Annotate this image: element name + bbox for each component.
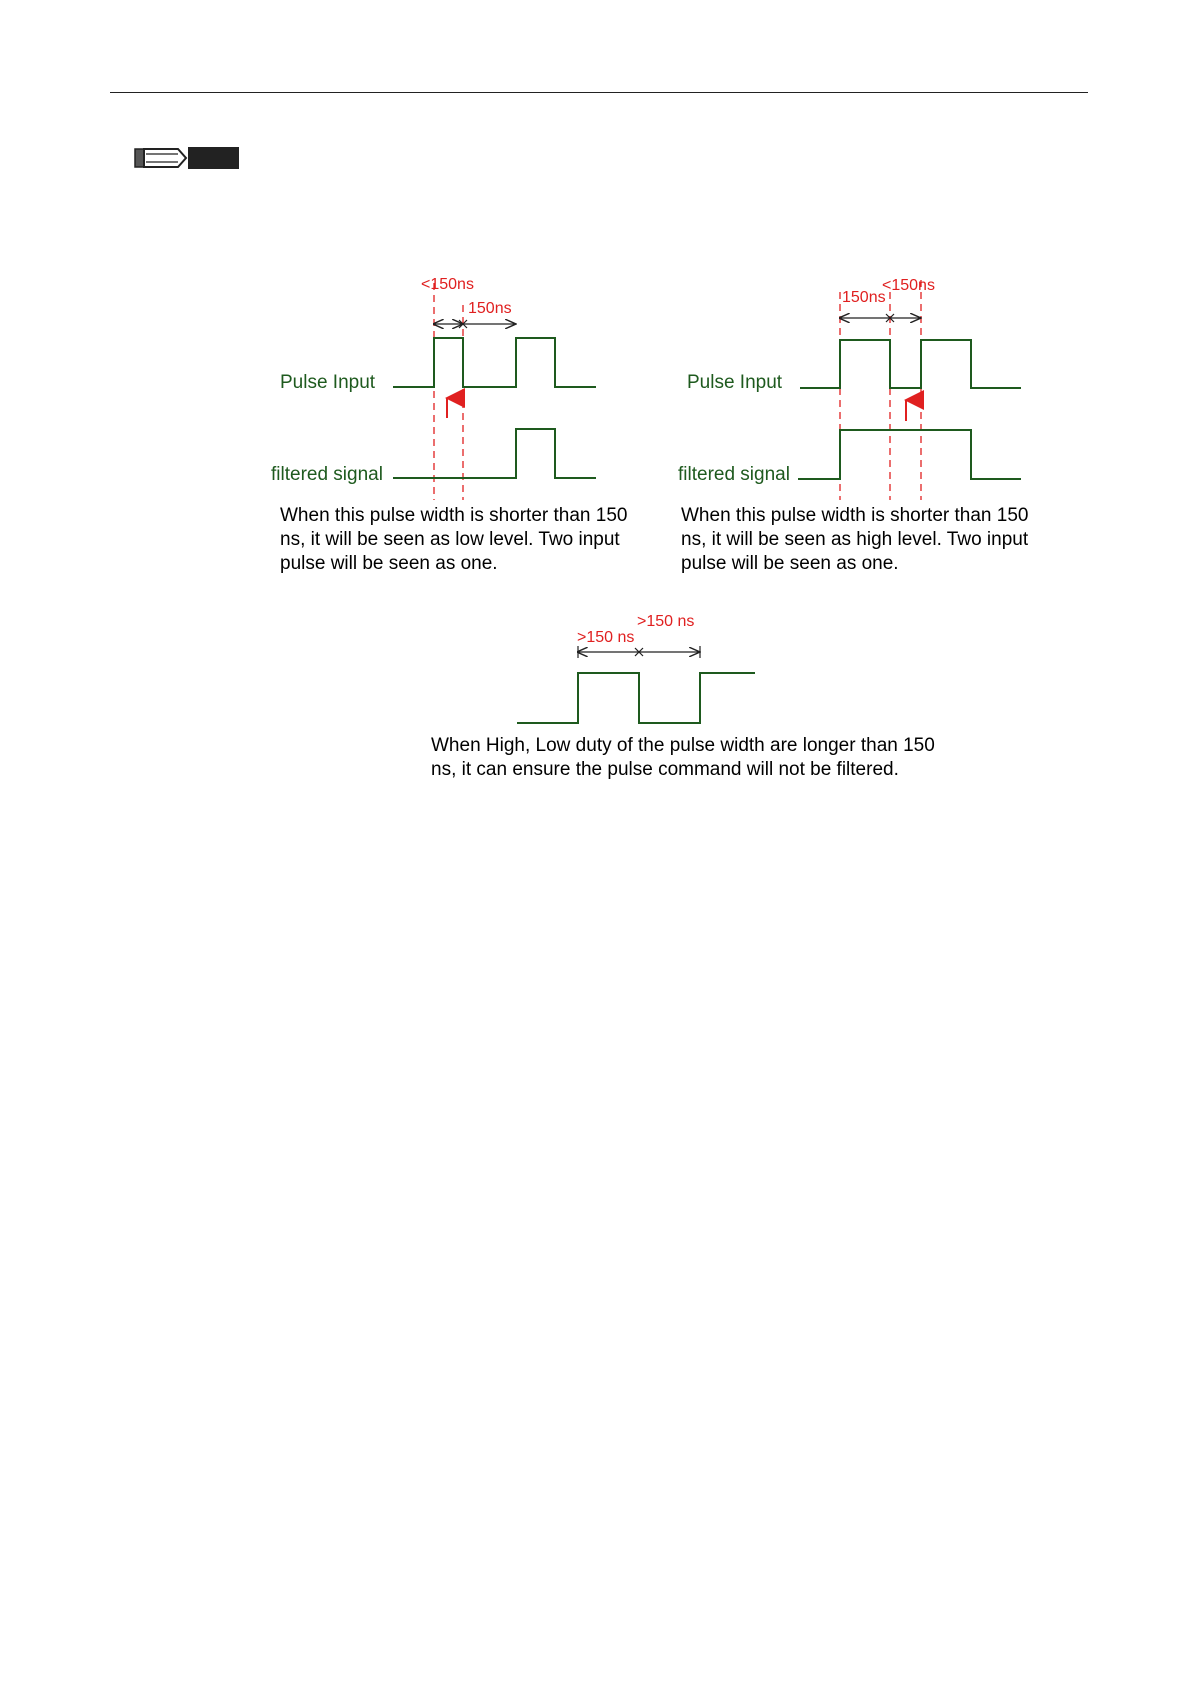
- right-diagram: [678, 277, 1021, 500]
- bottom-diagram: [517, 613, 755, 723]
- left-label-filtered-signal: filtered signal: [271, 464, 383, 485]
- left-label-less-150: <150ns: [421, 276, 474, 293]
- left-label-pulse-input: Pulse Input: [280, 372, 376, 393]
- bottom-caption: When High, Low duty of the pulse width are longer than 150 ns, it can ensure the pulse command will not be filtered.: [431, 735, 935, 780]
- left-pulse-input-wave: [393, 338, 596, 387]
- left-filtered-wave: [393, 429, 596, 478]
- right-label-filtered-signal: filtered signal: [678, 464, 790, 485]
- right-label-150: 150ns: [842, 289, 886, 306]
- bottom-pulse-wave: [517, 673, 755, 723]
- right-filtered-wave: [798, 430, 1021, 479]
- left-diagram: [271, 276, 596, 500]
- right-label-less-150: <150ns: [882, 277, 935, 294]
- bottom-label-greater-150-a: >150 ns: [577, 629, 635, 646]
- right-pulse-input-wave: [800, 340, 1021, 388]
- right-label-pulse-input: Pulse Input: [687, 372, 783, 393]
- left-label-150: 150ns: [468, 300, 512, 317]
- left-caption: When this pulse width is shorter than 150 ns, it will be seen as low level. Two input pulse will be seen as one.: [280, 505, 628, 574]
- right-caption: When this pulse width is shorter than 150 ns, it will be seen as high level. Two input pulse will be seen as one.: [681, 505, 1029, 574]
- bottom-label-greater-150-b: >150 ns: [637, 613, 695, 630]
